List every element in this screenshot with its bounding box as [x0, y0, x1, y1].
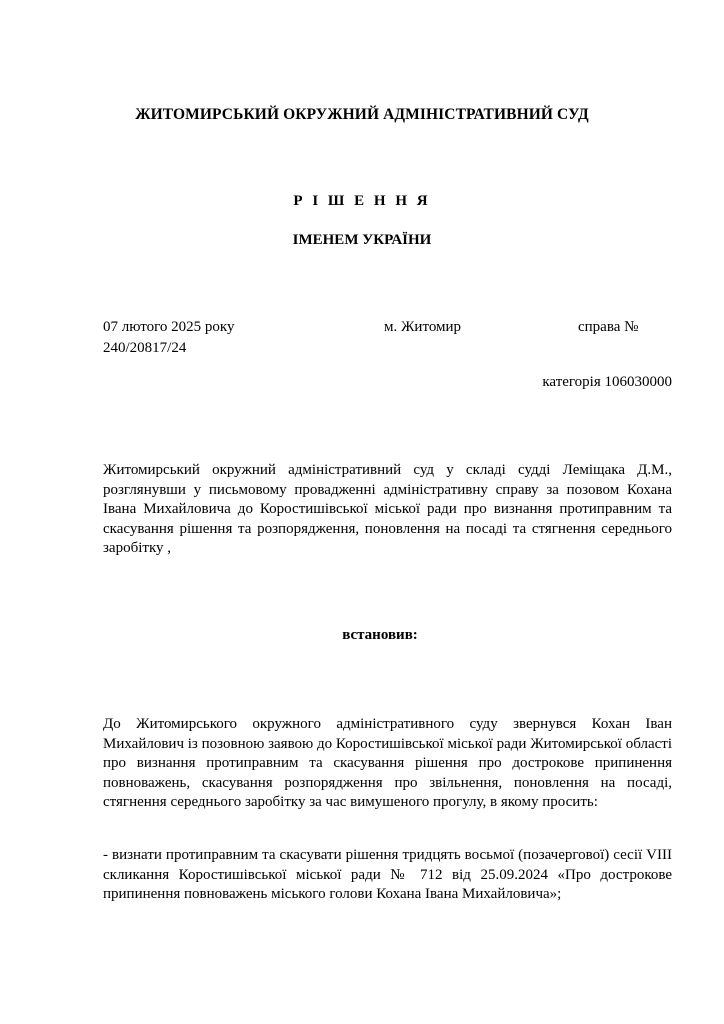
established-heading: встановив:	[342, 627, 418, 643]
in-the-name-heading: ІМЕНЕМ УКРАЇНИ	[292, 232, 432, 248]
case-label: справа №	[578, 319, 639, 335]
court-title: ЖИТОМИРСЬКИЙ ОКРУЖНИЙ АДМІНІСТРАТИВНИЙ СУД	[135, 106, 589, 123]
claim-item: - визнати протиправним та скасувати рішення тридцять восьмої (позачергової) сесії VIII скликання Коростишівської міської ради № 712 від 25.09.2024 «Про дострокове припинення повноважень міського голови Кохана Івана Михайловича»;	[103, 847, 672, 902]
case-category: категорія 106030000	[542, 374, 672, 390]
intro-paragraph: Житомирський окружний адміністративний суд у складі судді Леміщака Д.М., розглянувши у письмовому провадженні адміністративну справу за позовом Кохана Івана Михайловича до Коростишівської міської ради про визнання протиправним та скасування рішення та розпорядження, поновлення на посаді та стягнення середнього заробітку ,	[103, 462, 672, 556]
decision-city: м. Житомир	[384, 319, 462, 335]
decision-date: 07 лютого 2025 року	[103, 319, 235, 335]
decision-title: Р І Ш Е Н Н Я	[293, 193, 431, 209]
body-paragraph: До Житомирського окружного адміністративного суду звернувся Кохан Іван Михайлович із позовною заявою до Коростишівської міської ради Житомирської області про визнання протиправним та скасування рішення про дострокове припинення повноважень, скасування розпорядження про звільнення, поновлення на посаді, стягнення середнього заробітку за час вимушеного прогулу, в якому просить:	[103, 716, 672, 810]
case-number: 240/20817/24	[103, 340, 187, 356]
